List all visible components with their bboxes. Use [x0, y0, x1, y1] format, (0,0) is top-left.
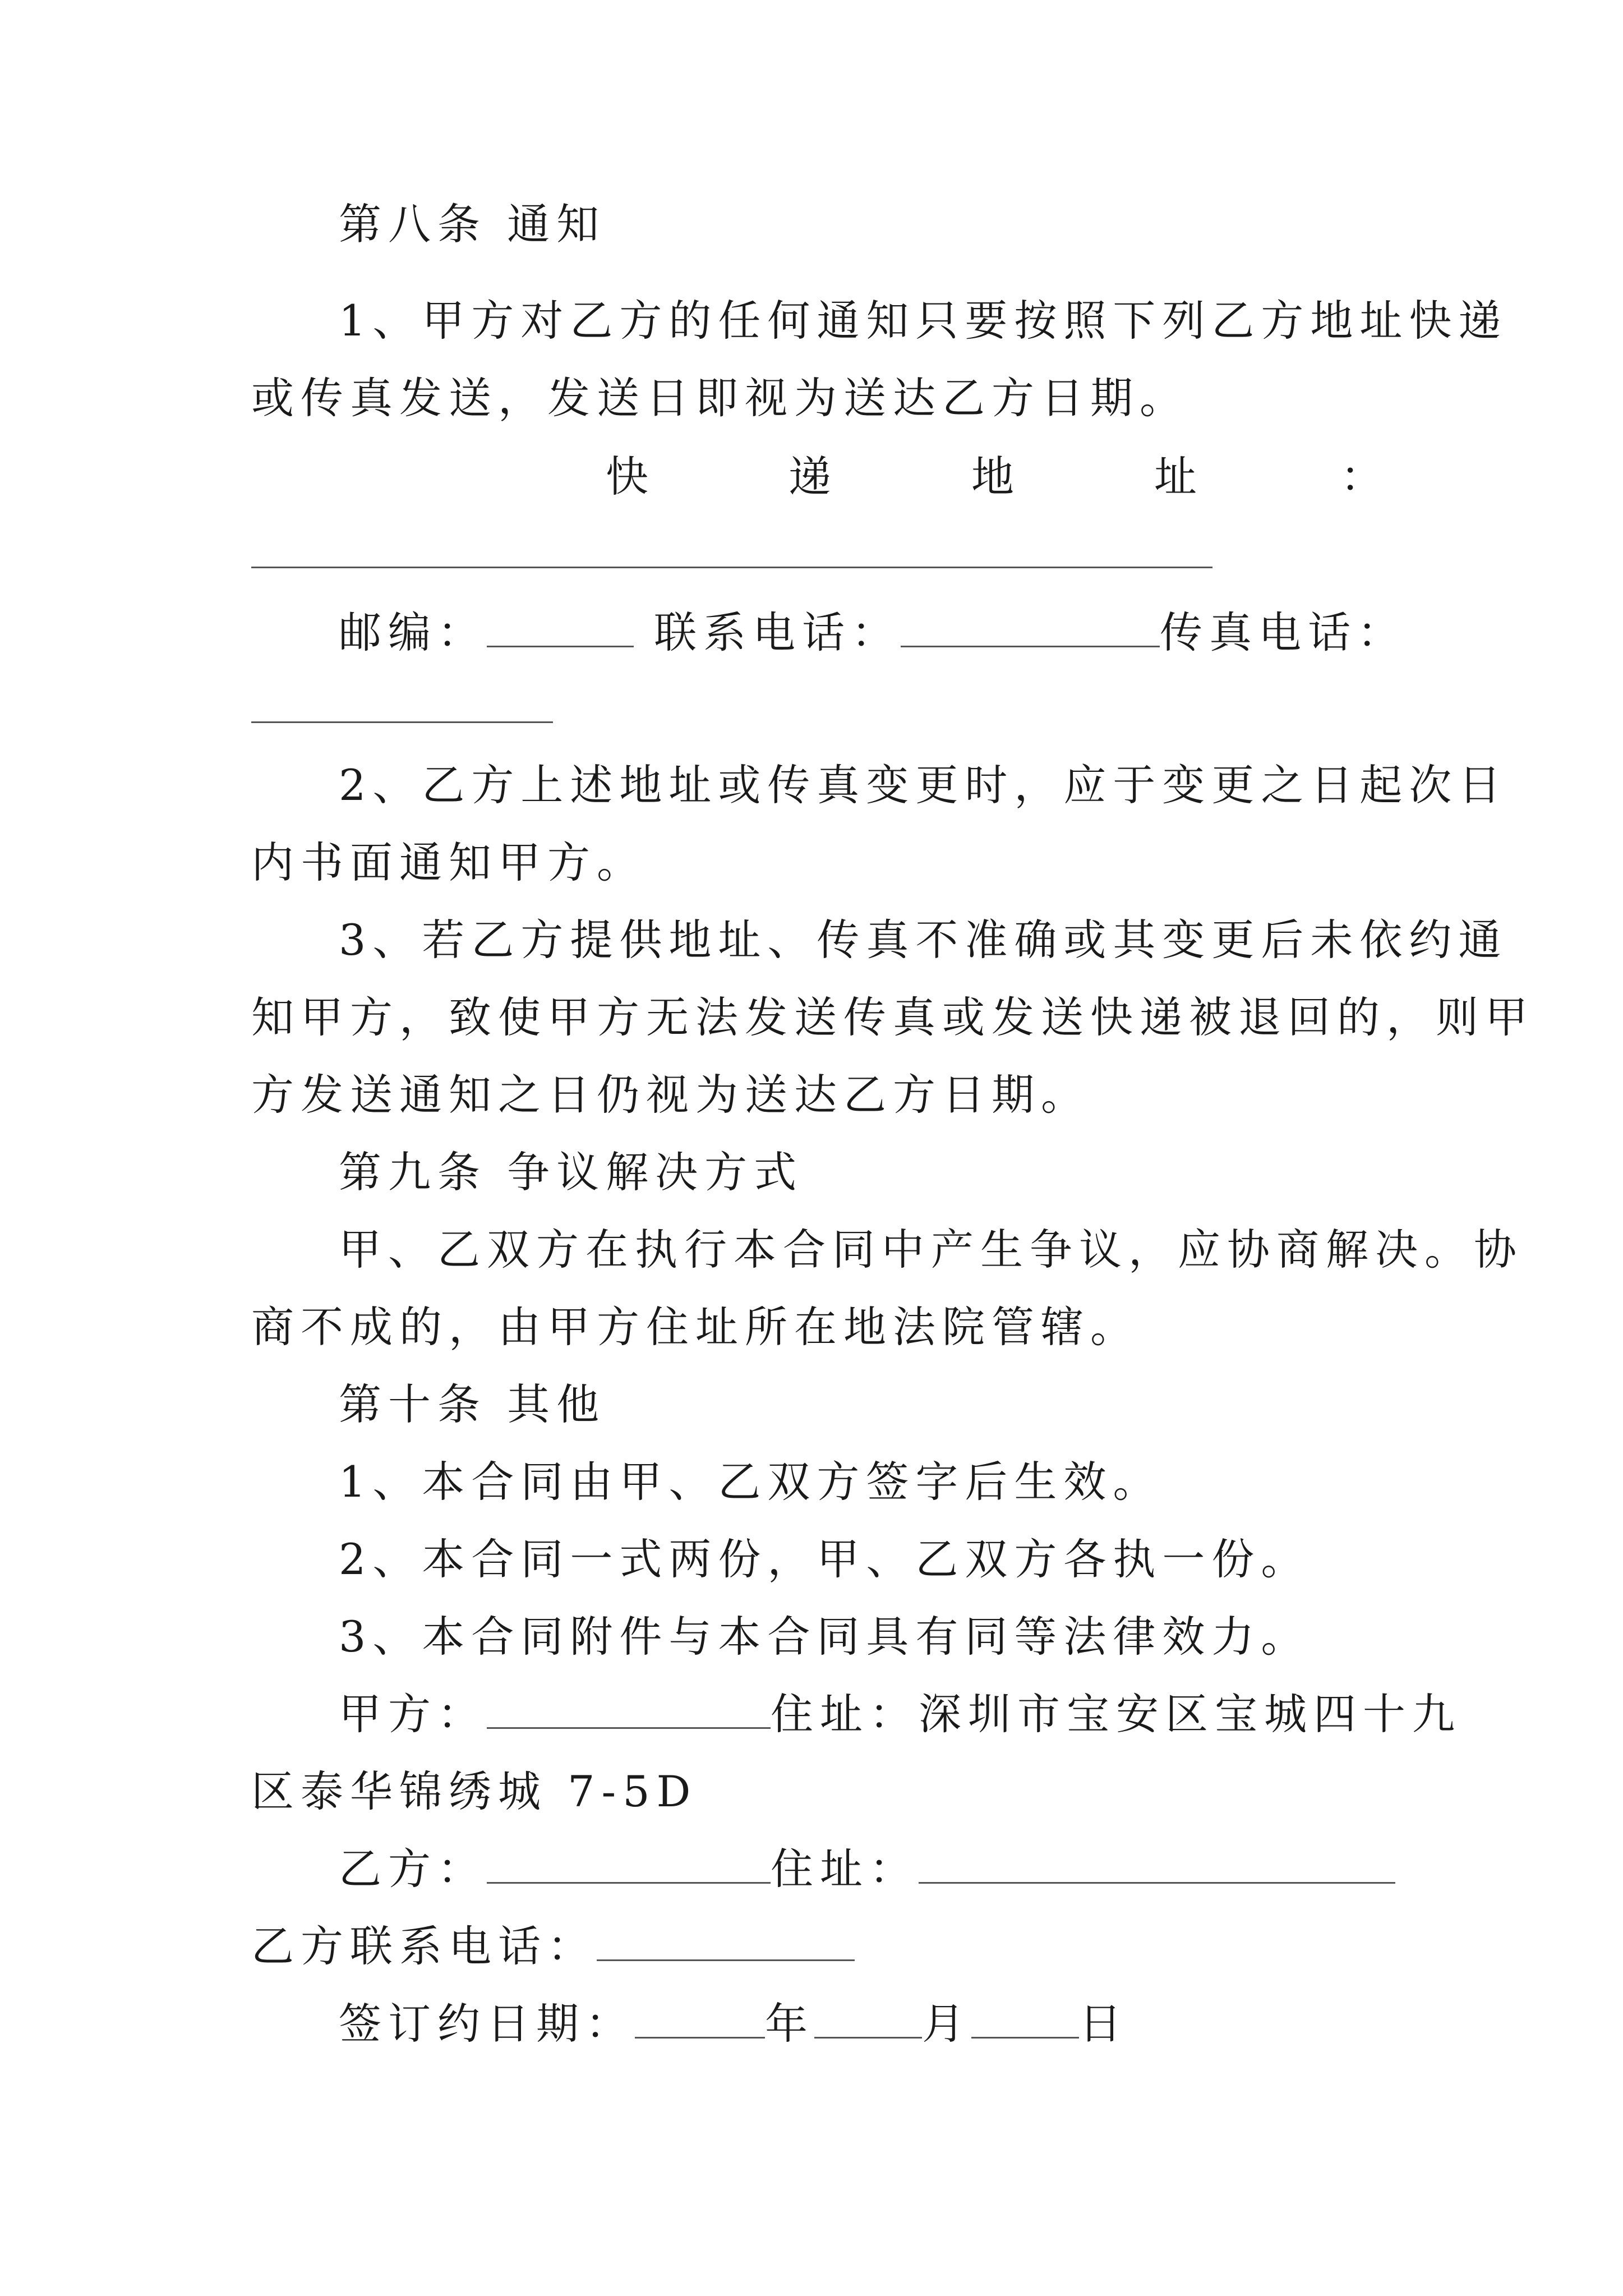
fax-label: 传真电话： [1160, 608, 1407, 657]
year-label: 年 [765, 1999, 814, 2049]
article8-heading: 第八条 通知 [339, 199, 606, 249]
day-blank [971, 2002, 1079, 2039]
article8-p1-line2: 或传真发送，发送日即视为送达乙方日期。 [251, 373, 1189, 423]
party-a-address-part1: 深圳市宝安区宝城四十九 [919, 1689, 1461, 1739]
party-a-line [339, 1686, 1461, 1742]
address-char-5: ： [1340, 452, 1383, 501]
party-a-label: 甲方： [339, 1689, 487, 1739]
address-char-2: 递 [789, 452, 831, 501]
party-b-address-blank [919, 1847, 1395, 1884]
party-b-address-label: 住址： [771, 1844, 919, 1894]
address-char-4: 址 [1154, 452, 1197, 501]
article10-heading: 第十条 其他 [339, 1379, 606, 1429]
sign-date-line [339, 1996, 1384, 2052]
article9-p-line2: 商不成的，由甲方住址所在地法院管辖。 [251, 1302, 1140, 1352]
article10-item1: 1、本合同由甲、乙双方签字后生效。 [339, 1457, 1163, 1507]
party-b-blank [487, 1847, 771, 1884]
party-b-line [339, 1841, 1384, 1897]
article10-item2: 2、本合同一式两份，甲、乙双方各执一份。 [339, 1534, 1311, 1584]
fax-blank-line [251, 721, 553, 723]
postcode-label: 邮编： [339, 608, 487, 657]
address-char-3: 地 [971, 452, 1014, 501]
postcode-blank [487, 611, 634, 647]
party-b-label: 乙方： [339, 1844, 487, 1894]
month-blank [814, 2002, 922, 2039]
article8-p3-line3: 方发送通知之日仍视为送达乙方日期。 [251, 1070, 1090, 1120]
sign-date-label: 签订约日期： [339, 1999, 635, 2049]
phone-blank [901, 611, 1160, 647]
contact-line [339, 605, 1407, 661]
article9-heading: 第九条 争议解决方式 [339, 1147, 804, 1197]
year-blank [635, 2002, 765, 2039]
party-a-blank [487, 1692, 771, 1729]
article10-item3: 3、本合同附件与本合同具有同等法律效力。 [339, 1612, 1311, 1662]
address-blank-line [251, 567, 1212, 568]
article8-p3-line2: 知甲方，致使甲方无法发送传真或发送快递被退回的，则甲 [251, 992, 1534, 1042]
article8-p3-line1: 3、若乙方提供地址、传真不准确或其变更后未依约通 [339, 915, 1508, 965]
party-a-address-part2: 区泰华锦绣城 7-5D [251, 1766, 698, 1816]
party-b-phone-blank [597, 1925, 855, 1961]
phone-label: 联系电话： [654, 608, 901, 657]
month-label: 月 [922, 1999, 971, 2049]
day-label: 日 [1079, 1999, 1128, 2049]
article8-p2-line2: 内书面通知甲方。 [251, 838, 646, 887]
article9-p-line1: 甲、乙双方在执行本合同中产生争议，应协商解决。协 [339, 1225, 1523, 1274]
party-b-phone-label: 乙方联系电话： [251, 1921, 597, 1971]
express-address-label [606, 449, 1384, 505]
party-b-phone-line [251, 1918, 1384, 1975]
party-a-address-label: 住址： [771, 1689, 919, 1739]
article8-p1-line1: 1、甲方对乙方的任何通知只要按照下列乙方地址快递 [339, 296, 1508, 346]
article8-p2-line1: 2、乙方上述地址或传真变更时，应于变更之日起次日 [339, 760, 1508, 810]
address-char-1: 快 [606, 452, 648, 501]
